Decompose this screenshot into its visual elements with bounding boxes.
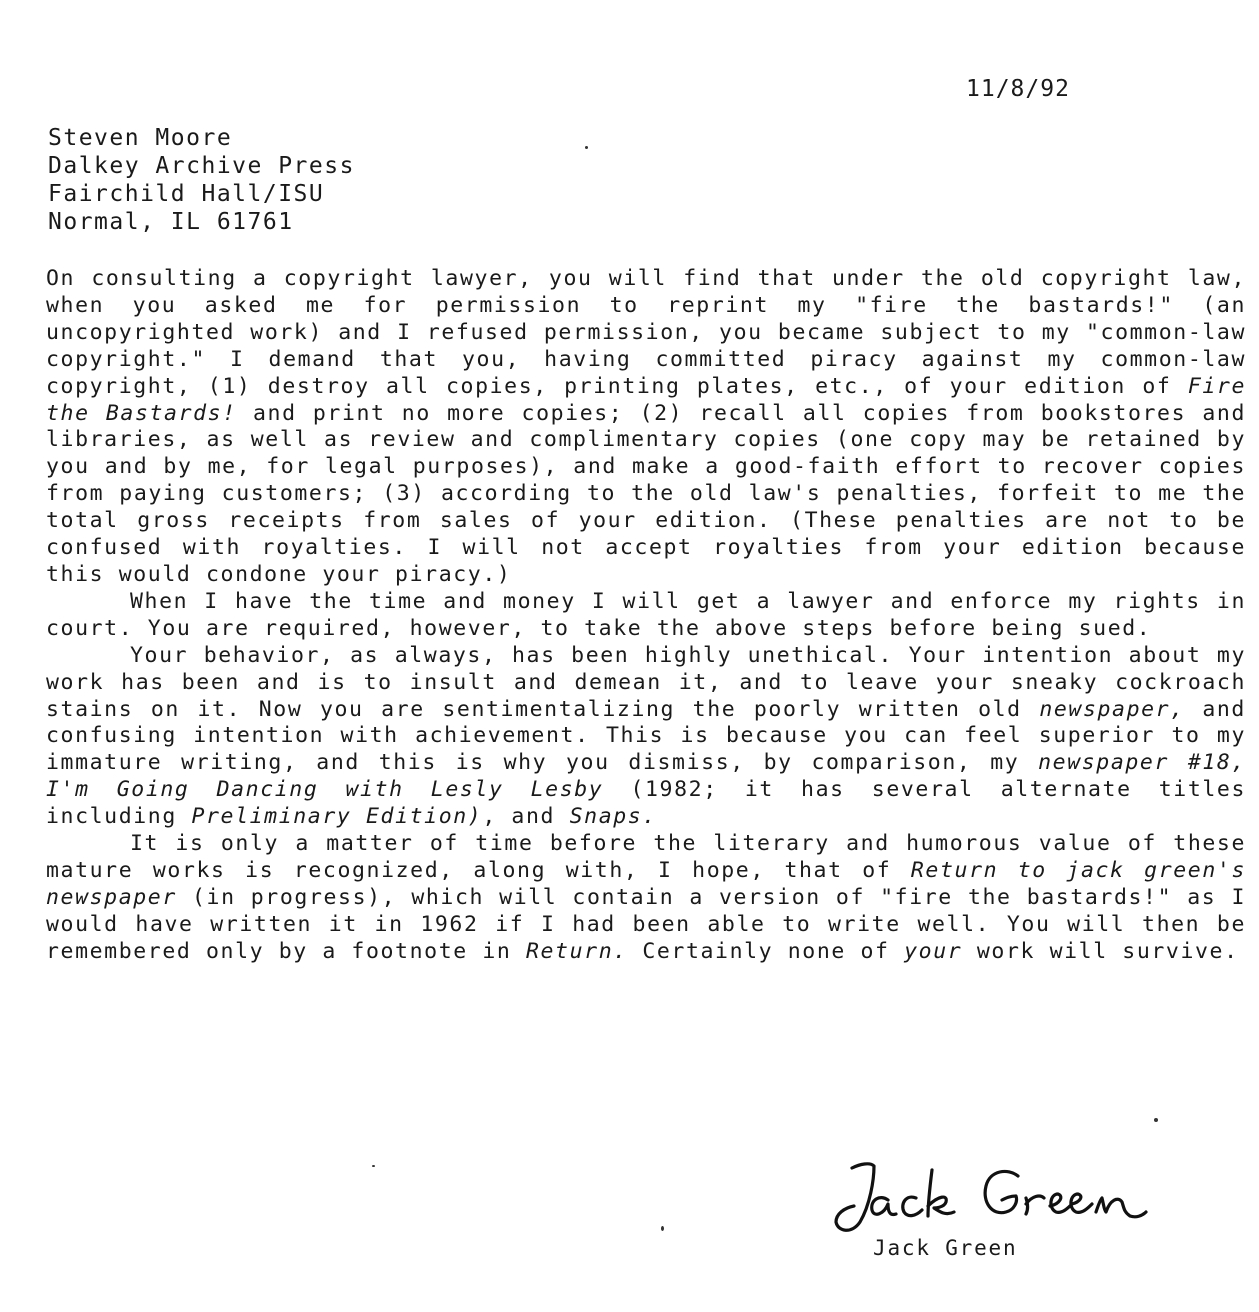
paragraph-4-text-b: (in progress), which will contain a version of "fire the bastards!" as I would have written it in 1962 if I had been able to write well. You will then be remembered only by a footnote in — [46, 884, 1246, 964]
emphasis-your: your — [904, 938, 963, 964]
paragraph-2 — [46, 589, 1246, 643]
paragraph-3-text-c: (1982; it has several alternate titles including — [46, 777, 1246, 830]
paragraph-4-text-d: work will survive. — [962, 938, 1239, 964]
recipient-name: Steven Moore — [48, 125, 233, 151]
paragraph-4-text-a: It is only a matter of time before the literary and humorous value of these mature works is recognized, along with, I hope, that of — [46, 831, 1246, 883]
paragraph-3-text-b: and confusing intention with achievement. This is because you can feel superior to my immature writing, and this is why you dismiss, by comparison, my — [46, 696, 1246, 776]
paragraph-3-text-a: Your behavior, as always, has been highly unethical. Your intention about my work has been and is to insult and demean it, and to leave your sneaky cockroach stains on it. Now you are sentimentalizing the poorly written old — [46, 642, 1246, 722]
paragraph-4 — [46, 831, 1246, 966]
title-newspaper: newspaper, — [1039, 696, 1185, 722]
paragraph-1-text-b: and print no more copies; (2) recall all copies from bookstores and libraries, as well as review and complimentary copies (one copy may be retained by you and by me, for legal purposes), and make a good-faith effort to recover copies from paying customers; (3) according to the old law's penalties, forfeit to me the total gross receipts from sales of your edition. (These penalties are not to be confused with royalties. I will not accept royalties from your edition because this would condone your piracy.) — [46, 400, 1246, 587]
scan-speck — [661, 1226, 664, 1231]
title-preliminary-edition: Preliminary Edition) — [191, 804, 483, 830]
title-fire-the-bastards: Fire the Bastards! — [46, 373, 1246, 426]
title-return-to-jack-greens-newspaper: Return to jack green's newspaper — [46, 857, 1246, 910]
recipient-address-line-1: Fairchild Hall/ISU — [48, 181, 325, 207]
letter-date: 11/8/92 — [966, 76, 1070, 102]
scan-speck — [372, 1165, 375, 1167]
letter-body — [46, 266, 1246, 966]
scan-speck — [585, 146, 588, 149]
typed-signature-name: Jack Green — [873, 1236, 1018, 1260]
paragraph-1-text-a: On consulting a copyright lawyer, you will find that under the old copyright law, when you asked me for permission to reprint my "fire the bastards!" (an uncopyrighted work) and I refused permission, you became subject to my "common-law copyright." I demand that you, having committed piracy against my common-law copyright, (1) destroy all copies, printing plates, etc., of your edition of — [46, 266, 1246, 399]
recipient-address-line-2: Normal, IL 61761 — [48, 209, 294, 235]
title-snaps: Snaps. — [569, 804, 657, 830]
recipient-address — [48, 124, 355, 236]
handwritten-signature — [830, 1150, 1150, 1240]
scan-speck — [1154, 1118, 1158, 1122]
recipient-org: Dalkey Archive Press — [48, 153, 355, 179]
paragraph-1 — [46, 266, 1246, 589]
paragraph-3-text-d: , and — [482, 804, 570, 830]
paragraph-2-text: When I have the time and money I will get a lawyer and enforce my rights in court. You are required, however, to take the above steps before being sued. — [46, 588, 1246, 641]
title-newspaper-18: newspaper #18, I'm Going Dancing with Lesly Lesby — [46, 750, 1246, 803]
paragraph-3 — [46, 643, 1246, 831]
title-return: Return. — [525, 938, 628, 964]
paragraph-4-text-c: Certainly none of — [627, 938, 905, 964]
